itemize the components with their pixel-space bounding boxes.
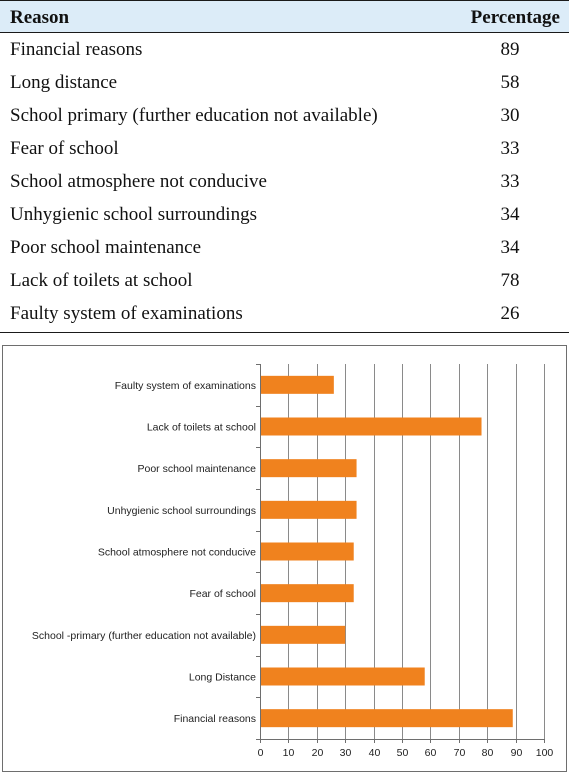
row-reason: Financial reasons — [10, 39, 143, 60]
table-row — [0, 231, 569, 264]
category-label: Unhygienic school surroundings — [107, 504, 256, 517]
bar — [260, 543, 354, 561]
row-percentage: 34 — [500, 204, 520, 225]
row-reason: Lack of toilets at school — [10, 270, 193, 291]
table-row — [0, 66, 569, 99]
category-label: Lack of toilets at school — [146, 421, 256, 434]
x-tick-label: 30 — [339, 747, 352, 759]
row-reason: Faulty system of examinations — [10, 303, 243, 324]
bar — [260, 709, 513, 727]
category-label: Long Distance — [188, 671, 256, 684]
row-percentage: 78 — [500, 270, 520, 291]
bar — [260, 626, 345, 644]
header-reason: Reason — [10, 7, 70, 28]
row-percentage: 30 — [500, 105, 520, 126]
bar — [260, 376, 334, 394]
category-label: Poor school maintenance — [137, 463, 256, 476]
x-tick-label: 10 — [282, 747, 295, 759]
row-reason: Unhygienic school surroundings — [10, 204, 257, 225]
bar — [260, 668, 425, 686]
table-row — [0, 198, 569, 231]
bar-chart-plot — [3, 346, 566, 771]
row-reason: School atmosphere not conducive — [10, 171, 267, 192]
row-percentage: 33 — [500, 138, 520, 159]
row-reason: School primary (further education not available) — [10, 105, 378, 126]
row-percentage: 89 — [500, 39, 520, 60]
bar — [260, 584, 354, 602]
table-row — [0, 132, 569, 165]
row-percentage: 34 — [500, 237, 520, 258]
table-row — [0, 99, 569, 132]
category-label: Fear of school — [189, 588, 256, 601]
row-percentage: 26 — [500, 303, 520, 324]
row-reason: Poor school maintenance — [10, 237, 202, 258]
x-tick-label: 80 — [481, 747, 494, 759]
table-header — [0, 0, 569, 33]
bar — [260, 501, 357, 519]
table-row — [0, 165, 569, 198]
bar — [260, 459, 357, 477]
table-row — [0, 297, 569, 330]
category-label: Financial reasons — [173, 713, 256, 726]
table-row — [0, 264, 569, 297]
x-tick-label: 20 — [311, 747, 324, 759]
category-label: School atmosphere not conducive — [97, 546, 256, 559]
table-bottom-rule — [0, 332, 569, 333]
table-row — [0, 33, 569, 66]
header-percentage: Percentage — [470, 7, 560, 28]
x-tick-label: 100 — [535, 747, 554, 759]
bar-chart — [2, 345, 567, 772]
x-tick-label: 50 — [396, 747, 409, 759]
category-label: Faulty system of examinations — [114, 379, 256, 392]
x-tick-label: 0 — [257, 747, 264, 759]
row-reason: Long distance — [10, 72, 118, 93]
x-tick-label: 60 — [424, 747, 437, 759]
x-tick-label: 40 — [368, 747, 381, 759]
category-label: School -primary (further education not available) — [31, 629, 256, 642]
x-tick-label: 70 — [453, 747, 466, 759]
row-percentage: 33 — [500, 171, 520, 192]
bar — [260, 418, 482, 436]
x-tick-label: 90 — [510, 747, 523, 759]
row-percentage: 58 — [500, 72, 520, 93]
row-reason: Fear of school — [10, 138, 119, 159]
